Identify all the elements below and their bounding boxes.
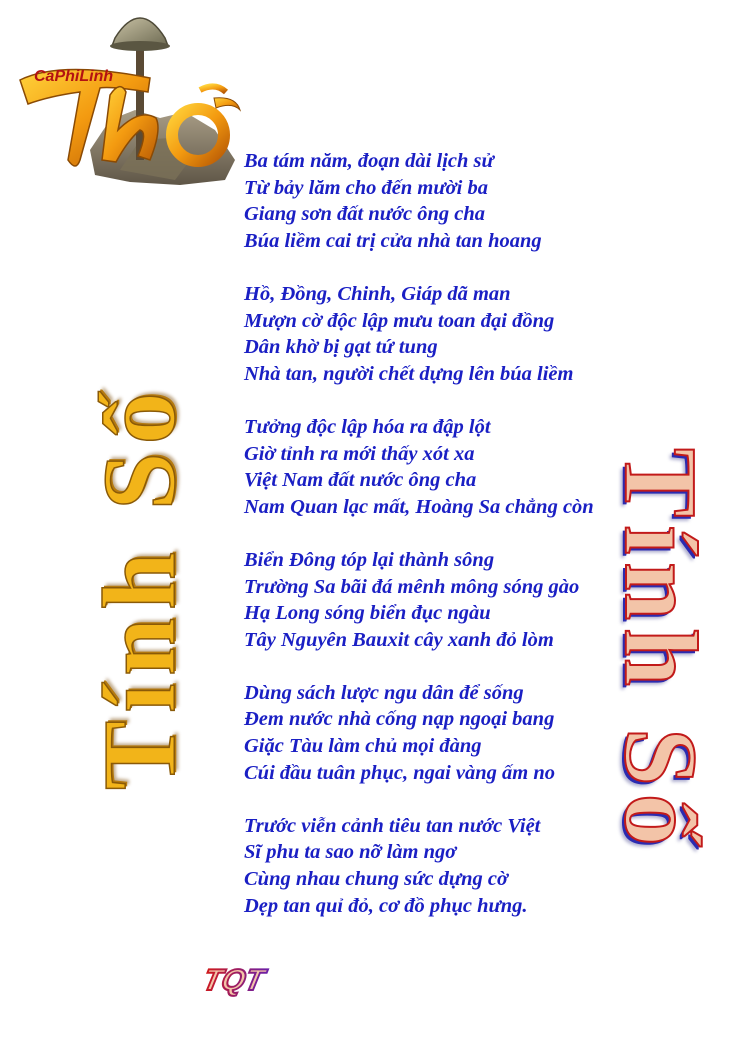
poem [244,148,664,946]
stanza [244,281,664,387]
signature-graphic [200,960,370,1000]
title-left: Tính Số [82,384,197,790]
logo [0,0,250,190]
poem-line: Mượn cờ độc lập mưu toan đại đồng [244,309,555,332]
stanza [244,813,664,919]
poem-line: Sĩ phu ta sao nỡ làm ngơ [244,841,457,864]
poem-line: Việt Nam đất nước ông cha [244,469,477,492]
signature [200,960,370,1000]
poem-line: Biển Đông tóp lại thành sông [244,548,495,571]
stanza [244,414,664,520]
poem-line: Tây Nguyên Bauxit cây xanh đỏ lòm [244,628,554,651]
poem-line: Tưởng độc lập hóa ra đập lột [244,415,491,438]
poem-line: Giặc Tàu làm chủ mọi đàng [244,735,482,758]
poem-line: Nam Quan lạc mất, Hoàng Sa chẳng còn [244,495,594,518]
signature-text: TQT [200,964,268,997]
poem-line: Búa liềm cai trị cửa nhà tan hoang [244,229,542,252]
poem-line: Giờ tỉnh ra mới thấy xót xa [244,442,475,465]
poem-line: Hạ Long sóng biển đục ngàu [244,602,491,625]
poem-line: Cùng nhau chung sức dựng cờ [244,868,508,891]
stanza [244,547,664,653]
poem-line: Ba tám năm, đoạn dài lịch sử [244,150,494,172]
poem-line: Trường Sa bãi đá mênh mông sóng gào [244,575,580,598]
stanza [244,680,664,786]
title-right: Tính Số [603,448,718,854]
poem-line: Dân khờ bị gạt tứ tung [244,336,438,359]
poem-line: Từ bảy lăm cho đến mười ba [244,176,488,199]
poem-line: Giang sơn đất nước ông cha [244,203,486,226]
poem-line: Cúi đầu tuân phục, ngai vàng ấm no [244,761,556,784]
stanza [244,148,664,254]
poem-line: Hồ, Đồng, Chinh, Giáp dã man [244,282,511,305]
poem-line: Dẹp tan quỉ đỏ, cơ đồ phục hưng. [244,894,528,917]
poem-line: Nhà tan, người chết dựng lên búa liềm [244,362,574,385]
poem-line: Dùng sách lược ngu dân để sống [244,681,524,704]
poem-line: Đem nước nhà cống nạp ngoại bang [244,708,555,731]
poem-line: Trước viễn cảnh tiêu tan nước Việt [244,814,541,837]
logo-label: CaPhiLinh [34,68,114,85]
logo-graphic [0,0,250,190]
